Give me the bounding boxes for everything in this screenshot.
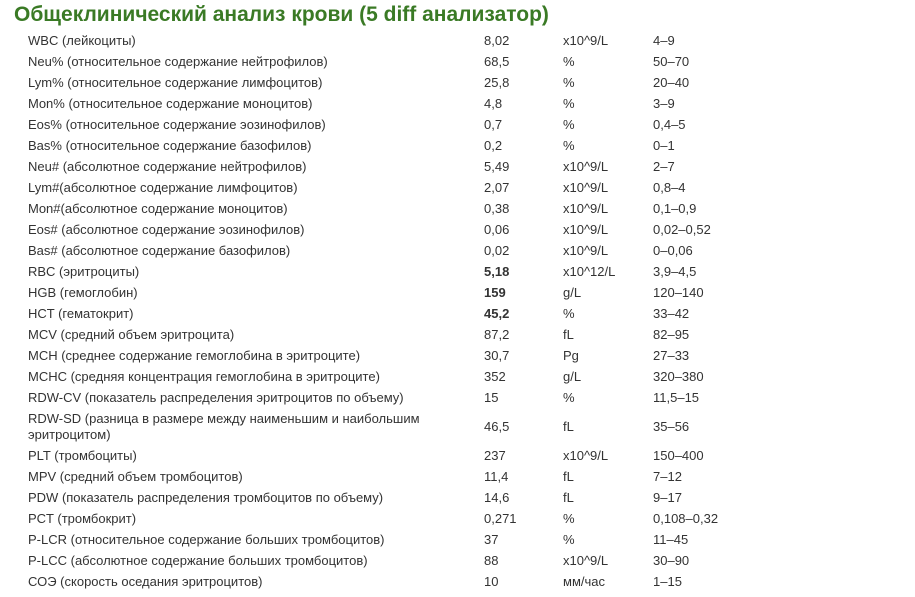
result-value-cell: 88: [484, 552, 499, 568]
results-table: [24, 30, 777, 592]
reference-range-cell: 320–380: [653, 368, 704, 384]
table-row: [24, 72, 777, 93]
parameter-name-cell: Lym% (относительное содержание лимфоцитов): [28, 74, 323, 90]
result-value-cell: 5,18: [484, 263, 510, 279]
parameter-name-cell: Mon#(абсолютное содержание моноцитов): [28, 200, 288, 216]
unit-cell: fL: [563, 418, 574, 434]
result-value-cell: 352: [484, 368, 506, 384]
reference-range-cell: 0–1: [653, 137, 675, 153]
unit-cell: %: [563, 137, 575, 153]
reference-range-cell: 20–40: [653, 74, 690, 90]
parameter-name-cell: Eos# (абсолютное содержание эозинофилов): [28, 221, 305, 237]
table-row: [24, 30, 777, 51]
table-row: [24, 156, 777, 177]
parameter-name-cell: Bas# (абсолютное содержание базофилов): [28, 242, 291, 258]
reference-range-cell: 11–45: [653, 531, 689, 547]
unit-cell: x10^9/L: [563, 447, 609, 463]
unit-cell: x10^9/L: [563, 32, 609, 48]
parameter-name-cell: PCT (тромбокрит): [28, 510, 137, 526]
table-row: [24, 261, 777, 282]
result-value-cell: 46,5: [484, 418, 510, 434]
reference-range-cell: 0,02–0,52: [653, 221, 711, 237]
reference-range-cell: 7–12: [653, 468, 682, 484]
unit-cell: %: [563, 305, 575, 321]
reference-range-cell: 33–42: [653, 305, 690, 321]
table-row: [24, 366, 777, 387]
parameter-name-cell: HGB (гемоглобин): [28, 284, 138, 300]
reference-range-cell: 82–95: [653, 326, 690, 342]
result-value-cell: 0,02: [484, 242, 510, 258]
unit-cell: %: [563, 53, 575, 69]
unit-cell: g/L: [563, 368, 582, 384]
table-row: [24, 387, 777, 408]
result-value-cell: 37: [484, 531, 499, 547]
parameter-name-cell: Neu% (относительное содержание нейтрофилов): [28, 53, 328, 69]
unit-cell: x10^9/L: [563, 158, 609, 174]
reference-range-cell: 3–9: [653, 95, 675, 111]
unit-cell: fL: [563, 489, 574, 505]
table-row: [24, 408, 777, 445]
parameter-name-cell: P-LCR (относительное содержание больших тромбоцитов): [28, 531, 385, 547]
table-row: [24, 445, 777, 466]
reference-range-cell: 50–70: [653, 53, 690, 69]
parameter-name-cell: PDW (показатель распределения тромбоцитов по объему): [28, 489, 384, 505]
unit-cell: %: [563, 510, 575, 526]
result-value-cell: 0,271: [484, 510, 517, 526]
table-row: [24, 135, 777, 156]
unit-cell: x10^9/L: [563, 200, 609, 216]
table-row: [24, 177, 777, 198]
reference-range-cell: 4–9: [653, 32, 675, 48]
parameter-name-cell: MCH (среднее содержание гемоглобина в эритроците): [28, 347, 361, 363]
unit-cell: x10^9/L: [563, 242, 609, 258]
parameter-name-cell: MCHC (средняя концентрация гемоглобина в эритроците): [28, 368, 380, 384]
unit-cell: %: [563, 531, 575, 547]
table-row: [24, 487, 777, 508]
parameter-name-cell: RDW-CV (показатель распределения эритроцитов по объему): [28, 389, 404, 405]
unit-cell: Pg: [563, 347, 579, 363]
result-value-cell: 30,7: [484, 347, 510, 363]
result-value-cell: 45,2: [484, 305, 510, 321]
result-value-cell: 2,07: [484, 179, 510, 195]
unit-cell: %: [563, 74, 575, 90]
table-row: [24, 282, 777, 303]
reference-range-cell: 120–140: [653, 284, 704, 300]
result-value-cell: 237: [484, 447, 506, 463]
parameter-name-cell: P-LCC (абсолютное содержание больших тромбоцитов): [28, 552, 368, 568]
unit-cell: x10^9/L: [563, 221, 609, 237]
result-value-cell: 8,02: [484, 32, 510, 48]
parameter-name-cell: RBC (эритроциты): [28, 263, 140, 279]
result-value-cell: 14,6: [484, 489, 510, 505]
table-row: [24, 550, 777, 571]
table-row: [24, 508, 777, 529]
result-value-cell: 10: [484, 573, 499, 589]
table-row: [24, 51, 777, 72]
results-table-body: [24, 30, 777, 592]
parameter-name-cell: RDW-SD (разница в размере между наименьшим и наибольшим эритроцитом): [28, 410, 420, 442]
table-row: [24, 345, 777, 366]
reference-range-cell: 35–56: [653, 418, 690, 434]
table-row: [24, 219, 777, 240]
reference-range-cell: 0–0,06: [653, 242, 693, 258]
parameter-name-cell: Bas% (относительное содержание базофилов): [28, 137, 312, 153]
result-value-cell: 68,5: [484, 53, 510, 69]
reference-range-cell: 0,1–0,9: [653, 200, 697, 216]
result-value-cell: 0,7: [484, 116, 503, 132]
parameter-name-cell: Neu# (абсолютное содержание нейтрофилов): [28, 158, 307, 174]
reference-range-cell: 150–400: [653, 447, 704, 463]
unit-cell: g/L: [563, 284, 582, 300]
table-row: [24, 114, 777, 135]
unit-cell: %: [563, 95, 575, 111]
table-row: [24, 529, 777, 550]
page-title: Общеклинический анализ крови (5 diff анализатор): [14, 3, 549, 26]
result-value-cell: 0,06: [484, 221, 510, 237]
reference-range-cell: 0,108–0,32: [653, 510, 719, 526]
unit-cell: мм/час: [563, 573, 605, 589]
reference-range-cell: 11,5–15: [653, 389, 700, 405]
result-value-cell: 0,2: [484, 137, 503, 153]
reference-range-cell: 2–7: [653, 158, 675, 174]
parameter-name-cell: Lym#(абсолютное содержание лимфоцитов): [28, 179, 298, 195]
result-value-cell: 11,4: [484, 468, 509, 484]
table-row: [24, 466, 777, 487]
table-row: [24, 198, 777, 219]
parameter-name-cell: Eos% (относительное содержание эозинофилов): [28, 116, 326, 132]
reference-range-cell: 1–15: [653, 573, 682, 589]
unit-cell: fL: [563, 326, 574, 342]
reference-range-cell: 27–33: [653, 347, 690, 363]
reference-range-cell: 30–90: [653, 552, 690, 568]
unit-cell: x10^9/L: [563, 179, 609, 195]
reference-range-cell: 3,9–4,5: [653, 263, 697, 279]
result-value-cell: 4,8: [484, 95, 503, 111]
unit-cell: fL: [563, 468, 574, 484]
unit-cell: x10^9/L: [563, 552, 609, 568]
parameter-name-cell: HCT (гематокрит): [28, 305, 134, 321]
parameter-name-cell: PLT (тромбоциты): [28, 447, 137, 463]
result-value-cell: 87,2: [484, 326, 510, 342]
parameter-name-cell: MCV (средний объем эритроцита): [28, 326, 235, 342]
reference-range-cell: 0,4–5: [653, 116, 686, 132]
parameter-name-cell: Mon% (относительное содержание моноцитов): [28, 95, 313, 111]
unit-cell: x10^12/L: [563, 263, 616, 279]
parameter-name-cell: MPV (средний объем тромбоцитов): [28, 468, 243, 484]
result-value-cell: 0,38: [484, 200, 510, 216]
reference-range-cell: 0,8–4: [653, 179, 686, 195]
unit-cell: %: [563, 389, 575, 405]
parameter-name-cell: СОЭ (скорость оседания эритроцитов): [28, 573, 263, 589]
parameter-name-cell: WBC (лейкоциты): [28, 32, 136, 48]
result-value-cell: 25,8: [484, 74, 510, 90]
table-row: [24, 93, 777, 114]
unit-cell: %: [563, 116, 575, 132]
table-row: [24, 324, 777, 345]
table-row: [24, 571, 777, 592]
result-value-cell: 5,49: [484, 158, 510, 174]
result-value-cell: 15: [484, 389, 499, 405]
table-row: [24, 303, 777, 324]
reference-range-cell: 9–17: [653, 489, 682, 505]
result-value-cell: 159: [484, 284, 506, 300]
table-row: [24, 240, 777, 261]
